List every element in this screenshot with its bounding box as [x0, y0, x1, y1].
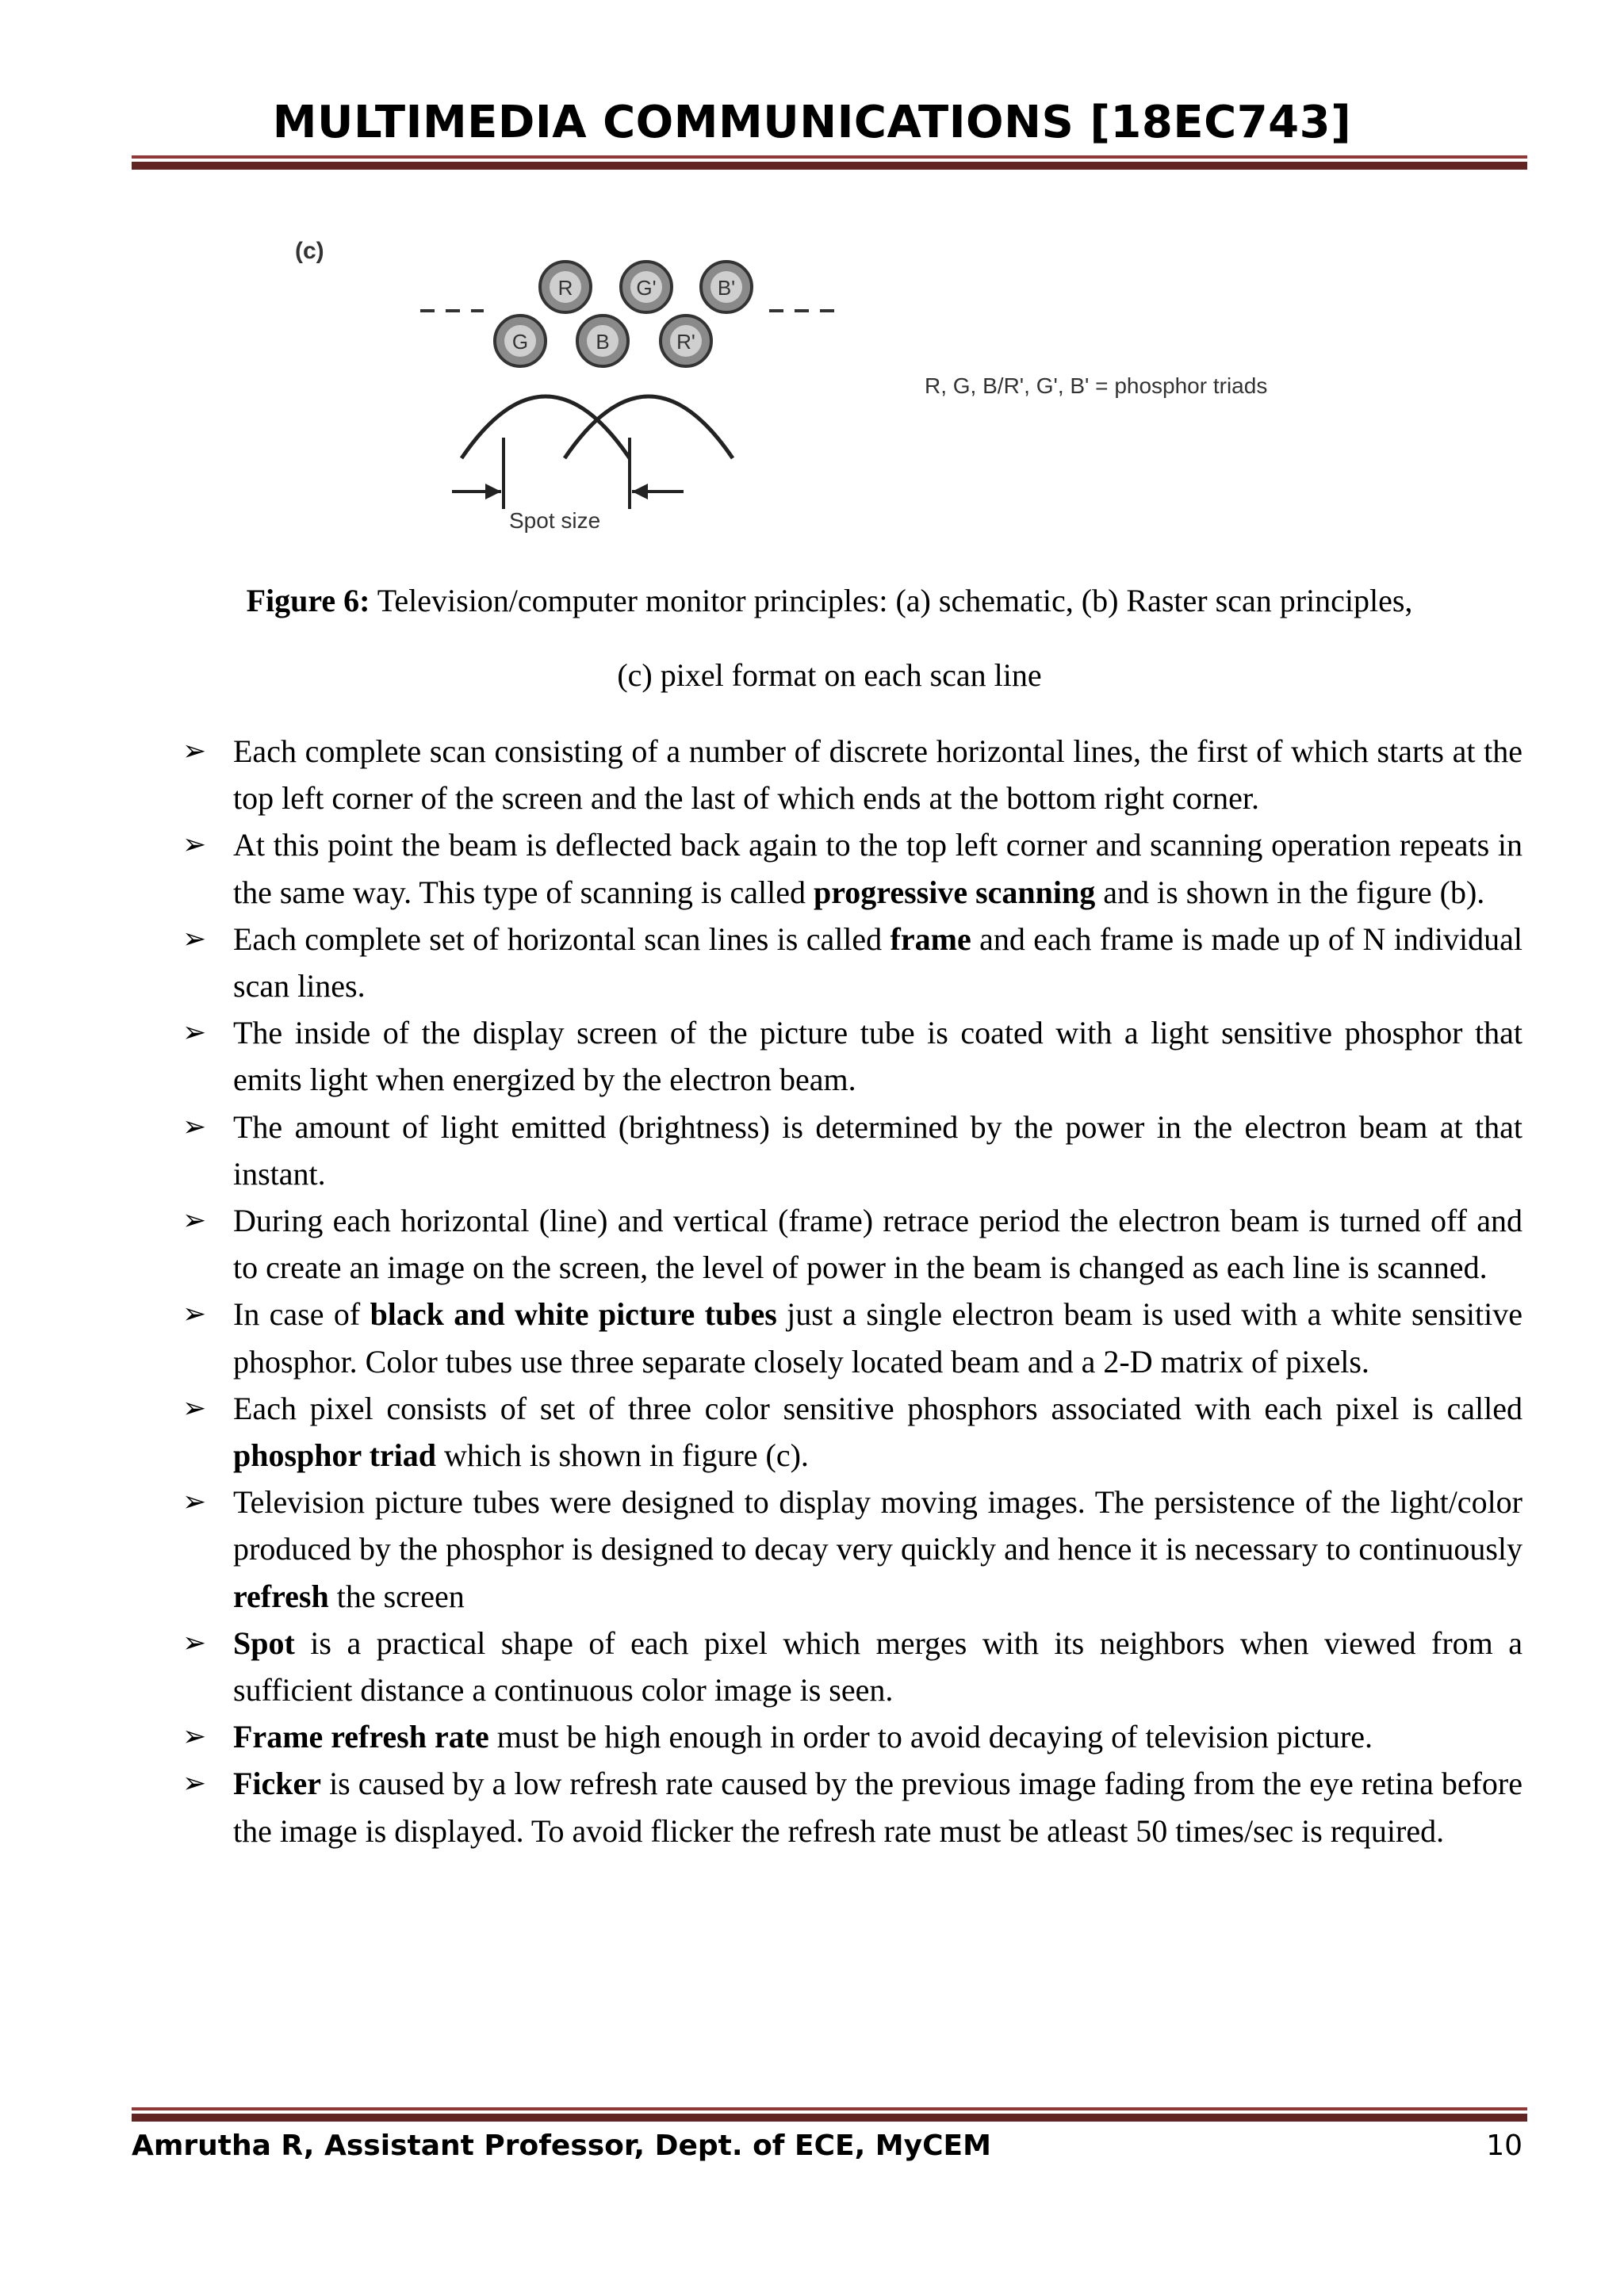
arrow-bullet-icon: ➢	[182, 1486, 207, 1519]
arrow-bullet-icon: ➢	[182, 1110, 207, 1143]
dot-label: B'	[717, 276, 736, 300]
figure-caption-text: Television/computer monitor principles: (a) schematic, (b) Raster scan principles,	[370, 583, 1413, 618]
bullet-item	[182, 1009, 1522, 1103]
arrow-bullet-icon: ➢	[182, 922, 207, 955]
arrow-bullet-icon: ➢	[182, 1298, 207, 1331]
bullet-item	[182, 821, 1522, 915]
bullet-text: is a practical shape of each pixel which merges with its neighbors when viewed from a sufficient distance a continuous color image is seen.	[233, 1624, 1522, 1709]
bullet-bold-text: Spot	[233, 1624, 295, 1661]
bullet-list	[182, 728, 1522, 1854]
bullet-text: During each horizontal (line) and vertical (frame) retrace period the electron beam is turned off and to create an image on the screen, the level of power in the beam is changed as each line is scanned.	[233, 1203, 1522, 1286]
page-header-title: MULTIMEDIA COMMUNICATIONS [18EC743]	[272, 97, 1352, 148]
dot-label: B	[596, 330, 610, 354]
bullet-bold-text: Ficker	[233, 1766, 322, 1802]
bullet-item	[182, 1291, 1522, 1384]
figure-panel-label: (c)	[295, 238, 324, 264]
bullet-text: and each frame is made up of N individual scan lines.	[233, 920, 1522, 1004]
arrow-bullet-icon: ➢	[182, 828, 207, 862]
arrow-bullet-icon: ➢	[182, 1626, 207, 1659]
arrow-bullet-icon: ➢	[182, 735, 207, 767]
bullet-item	[182, 1713, 1522, 1760]
bullet-item	[182, 916, 1522, 1009]
bullet-text: Each complete set of horizontal scan lines is called	[233, 920, 891, 957]
spot-curve-left	[462, 396, 630, 458]
bullet-text: Television picture tubes were designed to display moving images. The persistence of the light/color produced by the phosphor is designed to decay very quickly and hence it is necessary to continuously	[233, 1484, 1522, 1567]
bullet-item	[182, 1197, 1522, 1291]
phosphor-dot	[661, 316, 711, 366]
bullet-text: The inside of the display screen of the picture tube is coated with a light sensitive phosphor that emits light when energized by the electron beam.	[233, 1015, 1522, 1098]
phosphor-dot	[540, 262, 591, 312]
bullet-text: the screen	[328, 1578, 465, 1614]
phosphor-dot	[701, 262, 752, 312]
bullet-text: The amount of light emitted (brightness) is determined by the power in the electron beam at that instant.	[233, 1108, 1522, 1192]
arrow-bullet-icon: ➢	[182, 1767, 207, 1800]
dot-label: G'	[636, 276, 657, 300]
bullet-text: must be high enough in order to avoid decaying of television picture.	[488, 1719, 1373, 1755]
bullet-text: and is shown in the figure (b).	[1095, 874, 1485, 910]
figure-svg	[278, 230, 1388, 563]
figure-caption-line-2: (c) pixel format on each scan line	[617, 657, 1042, 693]
bullet-bold-text: frame	[890, 920, 971, 957]
page-number: 10	[1486, 2130, 1522, 2162]
bullet-item	[182, 728, 1522, 821]
bullet-text: At this point the beam is deflected back again to the top left corner and scanning operation repeats in the same way. This type of scanning is called	[233, 827, 1522, 910]
bullet-item	[182, 1385, 1522, 1479]
bullet-bold-text: progressive scanning	[814, 874, 1096, 910]
phosphor-dot	[621, 262, 672, 312]
bullet-text: which is shown in figure (c).	[436, 1437, 809, 1474]
bullet-item	[182, 1479, 1522, 1620]
bullet-item	[182, 1620, 1522, 1713]
bullet-bold-text: phosphor triad	[233, 1437, 437, 1474]
spot-size-label: Spot size	[509, 508, 601, 533]
bullet-bold-text: black and white picture tubes	[370, 1296, 777, 1333]
header-rule	[132, 155, 1527, 170]
bullet-bold-text: Frame refresh rate	[233, 1719, 489, 1755]
phosphor-dot	[495, 316, 546, 366]
bullet-text: Each complete scan consisting of a number of discrete horizontal lines, the first of which starts at the top left corner of the screen and the last of which ends at the bottom right corner.	[233, 733, 1522, 817]
bullet-text: is caused by a low refresh rate caused by the previous image fading from the eye retina before the image is displayed. To avoid flicker the refresh rate must be atleast 50 times/sec is required.	[233, 1766, 1523, 1849]
phosphor-triad-figure	[278, 230, 1388, 563]
arrow-bullet-icon: ➢	[182, 1016, 207, 1050]
footer-rule	[132, 2107, 1527, 2122]
bullet-item	[182, 1760, 1522, 1854]
bullet-text: just a single electron beam is used with a white sensitive phosphor. Color tubes use three separate closely located beam and a 2-D matrix of pixels.	[233, 1296, 1522, 1380]
figure-caption-label: Figure 6:	[246, 583, 370, 618]
bullet-text: Each pixel consists of set of three color sensitive phosphors associated with each pixel is called	[233, 1390, 1522, 1426]
footer-author: Amrutha R, Assistant Professor, Dept. of ECE, MyCEM	[132, 2130, 991, 2162]
dot-label: R'	[676, 330, 695, 354]
phosphor-legend: R, G, B/R', G', B' = phosphor triads	[925, 373, 1268, 398]
arrow-bullet-icon: ➢	[182, 1391, 207, 1425]
dot-label: R	[557, 276, 573, 300]
bullet-text: In case of	[233, 1296, 370, 1333]
arrow-bullet-icon: ➢	[182, 1204, 207, 1238]
phosphor-dot	[577, 316, 628, 366]
dot-label: G	[511, 330, 529, 354]
spot-curve-right	[565, 396, 733, 458]
bullet-item	[182, 1104, 1522, 1197]
figure-caption-line-1	[132, 577, 1527, 625]
bullet-bold-text: refresh	[233, 1578, 329, 1614]
arrow-bullet-icon: ➢	[182, 1720, 207, 1754]
